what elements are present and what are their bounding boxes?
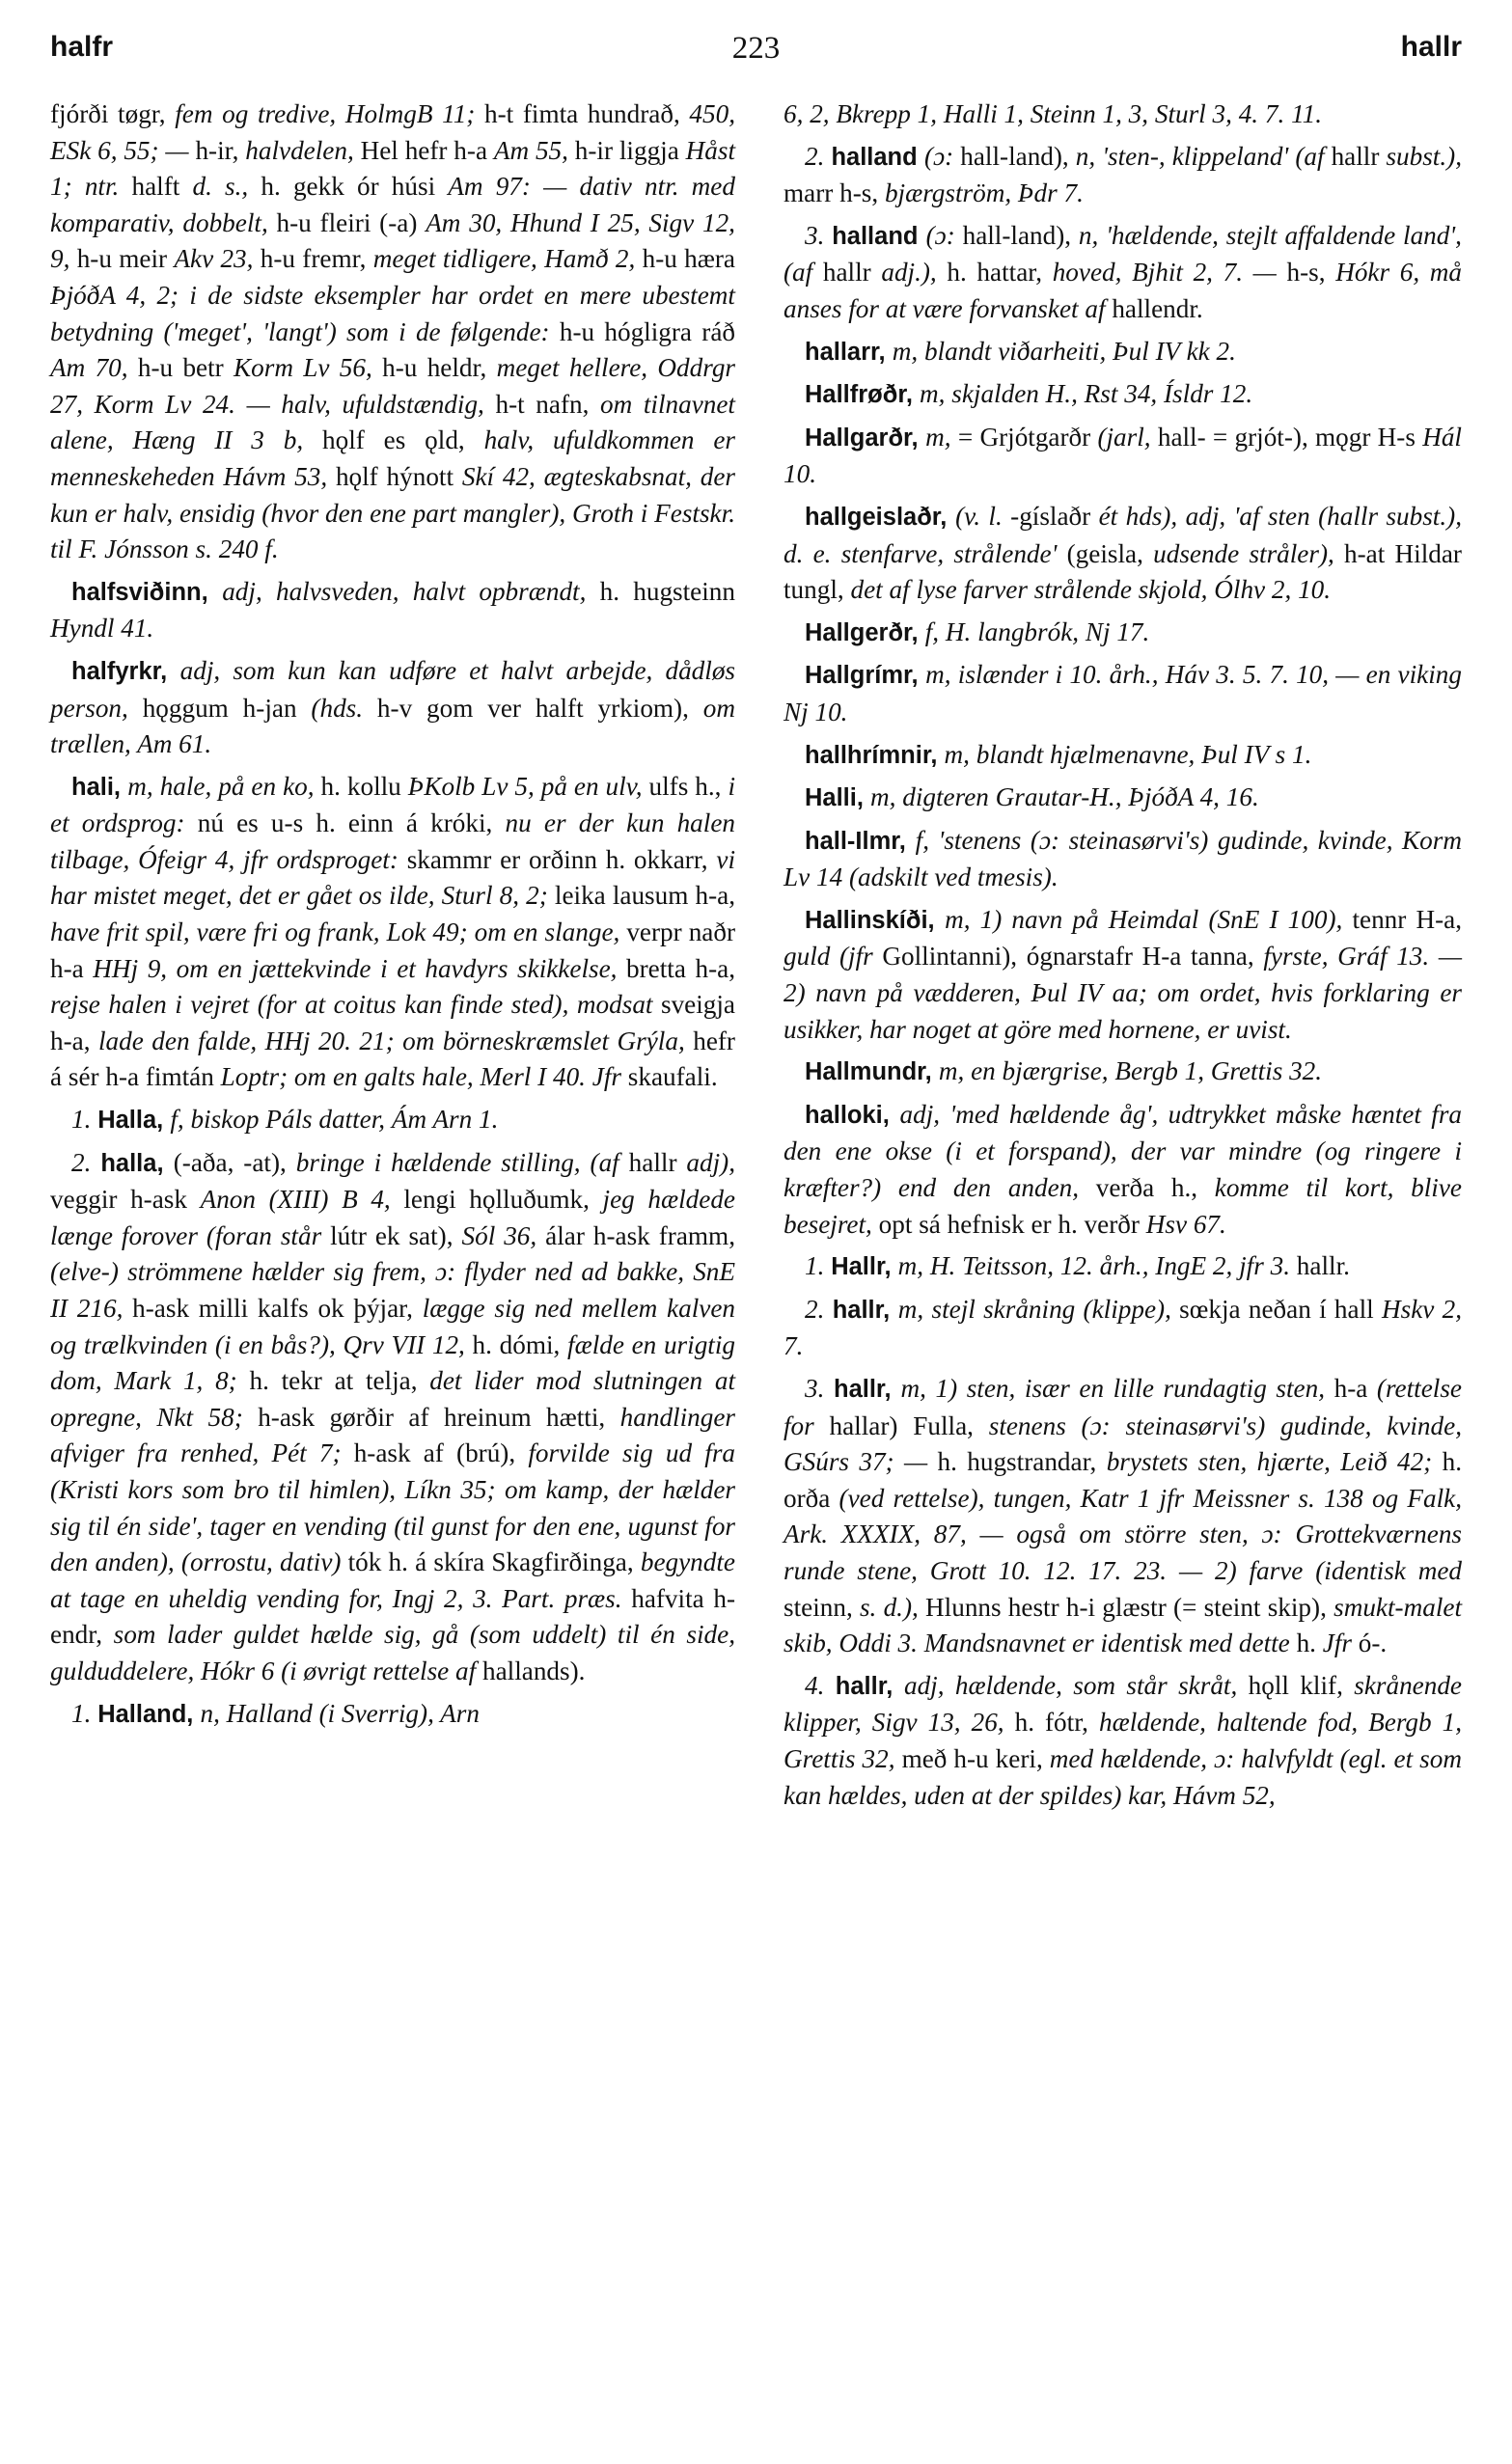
entry-headword: halland	[832, 222, 926, 250]
entry-italic-text: Håst 1; ntr.	[50, 135, 736, 202]
dictionary-entry	[783, 139, 1462, 212]
entry-text: hǫll klif,	[1248, 1670, 1355, 1700]
entry-italic-text: Korm Lv 56,	[234, 353, 383, 383]
entry-italic-text: adj, hældende, som står skråt,	[903, 1670, 1249, 1700]
entry-headword: hali,	[71, 773, 128, 801]
entry-italic-text: m, blandt viðarheiti, Þul IV kk 2.	[892, 336, 1236, 366]
entry-text: h-ask gørðir af hreinum hætti,	[258, 1402, 620, 1432]
entry-italic-text: forvilde sig ud fra (Kristi kors som bro til himlen), Líkn 35; om kamp, der hælder sig til én side', tager en vending (til gunst for den ene, ugunst for den anden), (orrostu, dativ)	[50, 1438, 735, 1577]
entry-italic-text: 2.	[805, 141, 832, 171]
entry-text: h-u meir	[76, 244, 175, 274]
dictionary-entry	[783, 737, 1462, 775]
dictionary-entry	[783, 499, 1462, 609]
entry-text: h-t nafn,	[495, 389, 601, 419]
dictionary-entry	[50, 1696, 735, 1734]
entry-italic-text: Akv 23,	[174, 244, 261, 274]
entry-italic-text: n, 'hældende, stejlt affaldende land', (af	[783, 220, 1462, 287]
entry-italic-text: m, skjalden H., Rst 34, Ísldr 12.	[920, 379, 1253, 409]
entry-text: h-u hæra	[642, 244, 735, 274]
entry-text: fjórði tøgr,	[50, 99, 176, 128]
entry-text: sœkja neðan í hall	[1179, 1294, 1382, 1324]
entry-text: h. hattar,	[947, 258, 1053, 287]
dictionary-entry	[50, 1145, 735, 1690]
entry-italic-text: m, digteren Grautar-H., ÞjóðA 4, 16.	[870, 782, 1259, 812]
entry-text: h-ask milli kalfs ok þýjar,	[132, 1294, 423, 1323]
entry-italic-text: (hds.	[311, 693, 377, 723]
entry-italic-text: Hyndl 41.	[50, 614, 154, 643]
entry-text: tók h. á skíra Skagfirðinga,	[347, 1547, 641, 1577]
entry-text: sveigja h-a,	[50, 990, 735, 1055]
dictionary-entry	[783, 334, 1462, 371]
entry-text: Hlunns hestr h-i glæstr (= steint skip),	[925, 1592, 1334, 1622]
entry-italic-text: Skí 42, ægteskabsnat, der kun er halv, ensidig (hvor den ene part mangler), Groth i Festskr. til F. Jónsson s. 240 f.	[50, 461, 736, 564]
page-header	[50, 31, 1462, 73]
entry-text: hefr á sér h-a fimtán	[50, 1026, 735, 1092]
running-head-left: halfr	[50, 31, 114, 63]
entry-italic-text: d. s.,	[192, 172, 261, 202]
entry-italic-text: adj, som kun kan udføre et halvt arbejde, dådløs person,	[50, 655, 736, 723]
entry-italic-text: det af lyse farver strålende skjold, Ólhv 2, 10.	[850, 575, 1332, 605]
entry-italic-text: komme til kort, blive besejret,	[783, 1173, 1462, 1239]
entry-headword: Hallgrímr,	[805, 662, 926, 690]
entry-text: álar h-ask framm,	[545, 1220, 736, 1250]
entry-text: nú es u-s h. einn á króki,	[197, 808, 506, 838]
dictionary-entry	[783, 823, 1462, 896]
entry-italic-text: stenens (ɔ: steinasørvi's) gudinde, kvinde, GSúrs 37; —	[783, 1410, 1462, 1477]
entry-italic-text: have frit spil, være fri og frank, Lok 49; om en slange,	[50, 917, 627, 947]
entry-italic-text: lade den falde, HHj 20. 21; om börneskræmslet Grýla,	[98, 1026, 694, 1055]
entry-headword: hallr,	[834, 1376, 901, 1403]
entry-italic-text: om trællen, Am 61.	[50, 693, 736, 759]
entry-text: ulfs h.,	[648, 771, 729, 801]
entry-italic-text: m, blandt hjælmenavne, Þul IV s 1.	[944, 739, 1312, 769]
entry-text: h-ir,	[195, 135, 246, 165]
entry-headword: halloki,	[805, 1101, 900, 1129]
entry-italic-text: 2.	[71, 1147, 101, 1177]
entry-italic-text: fem og tredive, HolmgB 11;	[175, 99, 484, 128]
dictionary-entry	[783, 902, 1462, 1048]
entry-italic-text: m, hale, på en ko,	[127, 771, 321, 801]
entry-italic-text: adj.),	[881, 258, 948, 287]
entry-text: skammr er orðinn h. okkarr,	[406, 844, 717, 874]
entry-italic-text: bringe i hældende stilling, (af	[295, 1147, 629, 1177]
dictionary-entry	[783, 376, 1462, 414]
dictionary-entry	[783, 1054, 1462, 1091]
dictionary-entry	[783, 657, 1462, 730]
entry-text: hallr	[822, 258, 882, 287]
entry-text: ó-.	[1358, 1629, 1388, 1658]
dictionary-entry	[783, 96, 1462, 133]
dictionary-entry	[783, 615, 1462, 652]
entry-headword: Hallmundr,	[805, 1058, 939, 1086]
dictionary-entry	[50, 1102, 735, 1139]
entry-text: verða h.,	[1095, 1173, 1215, 1203]
entry-headword: hallr,	[832, 1296, 898, 1324]
entry-text: h-ir liggja	[574, 135, 686, 165]
entry-italic-text: 450, ESk 6, 55; —	[50, 99, 735, 165]
entry-text: lútr ek sat),	[330, 1220, 462, 1250]
entry-text: h-s,	[1286, 258, 1336, 287]
entry-text: h-u fleiri (-a)	[276, 207, 426, 237]
entry-italic-text: adj, halvsveden, halvt opbrændt,	[222, 576, 600, 606]
entry-headword: Halla,	[97, 1107, 171, 1135]
entry-text: Gollintanni), ógnarstafr H-a tanna,	[882, 942, 1264, 972]
entry-italic-text: (ɔ:	[925, 220, 963, 250]
entry-italic-text: det lider mod slutningen at opregne, Nkt 58;	[50, 1366, 735, 1432]
dictionary-entry	[783, 218, 1462, 328]
page-number: 223	[731, 31, 781, 66]
entry-italic-text: smukt-malet skib, Oddi 3. Mandsnavnet er identisk med dette	[783, 1592, 1462, 1658]
entry-italic-text: 4.	[805, 1670, 836, 1700]
entry-text: (geisla,	[1066, 538, 1154, 568]
entry-text: -gíslaðr	[1010, 501, 1099, 531]
entry-text: leika lausum h-a,	[554, 881, 735, 911]
entry-italic-text: Anon (XIII) B 4,	[200, 1185, 404, 1215]
entry-italic-text: nu er der kun halen tilbage, Ófeigr 4, jfr ordsproget:	[50, 808, 735, 874]
entry-text: opt sá hefnisk er h. verðr	[878, 1209, 1146, 1239]
entry-italic-text: Am 30, Hhund I 25, Sigv 12, 9,	[50, 207, 735, 274]
dictionary-entry	[50, 96, 735, 568]
entry-text: steinn,	[783, 1592, 860, 1622]
entry-text: h-u betr	[137, 353, 234, 383]
entry-italic-text: Loptr; om en galts hale, Merl I 40. Jfr	[220, 1062, 628, 1092]
dictionary-entry	[783, 780, 1462, 817]
dictionary-entry	[50, 574, 735, 647]
dictionary-entry	[783, 1292, 1462, 1365]
entry-headword: Hallfrøðr,	[805, 381, 921, 409]
entry-text: hall-land),	[960, 141, 1076, 171]
entry-italic-text: halv, ufuldkommen er menneskeheden Hávm 53,	[50, 425, 736, 491]
entry-italic-text: s. d.),	[859, 1592, 926, 1622]
entry-text: h. kollu	[320, 771, 408, 801]
entry-italic-text: (rettelse for	[783, 1374, 1462, 1440]
entry-text: hallar) Fulla,	[829, 1410, 989, 1440]
entry-italic-text: subst.),	[1386, 141, 1463, 171]
dictionary-entry	[50, 769, 735, 1096]
entry-headword: halla,	[100, 1149, 174, 1177]
entry-text: = Grjótgarðr	[957, 422, 1098, 452]
entry-italic-text: meget hellere, Oddrgr 27, Korm Lv 24. — halv, ufuldstændig,	[50, 353, 735, 419]
entry-text: hallendr.	[1112, 293, 1203, 323]
entry-italic-text: vi har mistet meget, det er gået os ilde, Sturl 8, 2;	[50, 844, 736, 911]
entry-text: tennr H-a,	[1352, 904, 1463, 934]
entry-italic-text: Hál 10.	[783, 422, 1462, 489]
entry-italic-text: med hældende, ɔ: halvfyldt (egl. et som kan hældes, uden at der spildes) kar, Hávm 52,	[783, 1743, 1462, 1810]
entry-italic-text: bjærgström, Þdr 7.	[884, 178, 1084, 208]
entry-text: h. dómi,	[472, 1329, 568, 1359]
entry-italic-text: n, 'sten-, klippeland' (af	[1075, 141, 1332, 171]
entry-text: bretta h-a,	[626, 953, 736, 983]
running-head-right: hallr	[1400, 31, 1462, 63]
entry-italic-text: Am 55,	[493, 135, 575, 165]
entry-italic-text: hældende, haltende fod, Bergb 1, Grettis 32,	[783, 1708, 1462, 1773]
entry-text: h. fótr,	[1014, 1708, 1099, 1738]
entry-italic-text: f, biskop Páls datter, Ám Arn 1.	[170, 1105, 499, 1135]
entry-italic-text: 2.	[805, 1294, 833, 1324]
entry-headword: halland	[831, 143, 925, 171]
entry-italic-text: Am 70,	[50, 353, 138, 383]
dictionary-entry	[783, 420, 1462, 493]
entry-italic-text: (jarl,	[1097, 422, 1158, 452]
entry-text: hǫggum h-jan	[142, 693, 312, 723]
entry-italic-text: brystets sten, hjærte, Leið 42;	[1106, 1447, 1443, 1477]
entry-italic-text: rejse halen i vejret (for at coitus kan finde sted), modsat	[50, 990, 661, 1020]
dictionary-entry	[783, 1248, 1462, 1286]
entry-italic-text: 1.	[71, 1105, 98, 1135]
entry-italic-text: m, 1) navn på Heimdal (SnE I 100),	[945, 904, 1353, 934]
entry-italic-text: ét hds), adj, 'af sten (hallr subst.), d. e. stenfarve, strålende'	[783, 501, 1462, 568]
entry-text: lengi hǫlluðumk,	[403, 1185, 603, 1215]
entry-italic-text: fyrste, Gráf 13. — 2) navn på vædderen, Þul IV aa; om ordet, hvis forklaring er usikker, har noget at göre med hornene, er uvist.	[783, 942, 1463, 1044]
entry-italic-text: jeg hældede længe forover (foran står	[50, 1185, 735, 1250]
entry-text: hallr	[1331, 141, 1387, 171]
entry-text: (-aða, -at),	[173, 1147, 296, 1177]
entry-italic-text: 1.	[71, 1698, 98, 1728]
entry-text: h-v gom ver halft yrkiom),	[376, 693, 703, 723]
entry-italic-text: Hskv 2, 7.	[783, 1294, 1463, 1361]
entry-text: h. tekr at telja,	[249, 1366, 430, 1396]
entry-text: með h-u keri,	[901, 1743, 1050, 1773]
entry-italic-text: (ved rettelse), tungen, Katr 1 jfr Meissner s. 138 og Falk, Ark. XXXIX, 87, — også om större sten, ɔ: Grottekværnens runde stene, Grott 10. 12. 17. 23. — 2) farve (identisk med	[783, 1483, 1463, 1585]
entry-text: h. hugstrandar,	[937, 1447, 1107, 1477]
entry-headword: halfyrkr,	[71, 657, 180, 685]
entry-italic-text: ÞjóðA 4, 2; i de sidste eksempler har ordet en mere ubestemt betydning ('meget', 'langt') som i de følgende:	[50, 280, 735, 346]
entry-italic-text: halvdelen,	[245, 135, 361, 165]
entry-italic-text: 1.	[805, 1251, 832, 1281]
entry-italic-text: meget tidligere, Hamð 2,	[372, 244, 643, 274]
entry-italic-text: m, en bjærgrise, Bergb 1, Grettis 32.	[938, 1056, 1323, 1086]
entry-italic-text: adj, 'med hældende åg', udtrykket måske hæntet fra den ene okse (i et forspand), der var mindre (og ringere i kræfter?) end den anden,	[783, 1099, 1462, 1203]
entry-italic-text: skrånende klipper, Sigv 13, 26,	[783, 1670, 1462, 1738]
entry-headword: Hallr,	[831, 1253, 898, 1281]
entry-text: skaufali.	[627, 1062, 718, 1092]
entry-text: verpr naðr h-a	[50, 917, 736, 983]
entry-italic-text: Hsv 67.	[1145, 1209, 1226, 1239]
entry-italic-text: m,	[925, 422, 958, 452]
dictionary-entry	[783, 1371, 1462, 1662]
entry-italic-text: (ɔ:	[924, 141, 961, 171]
entry-headword: Hallgerðr,	[805, 618, 925, 646]
entry-italic-text: udsende stråler),	[1153, 538, 1345, 568]
entry-text: h-t fimta hundrað,	[484, 99, 690, 128]
entry-headword: hallgeislaðr,	[805, 503, 956, 531]
entry-italic-text: f, H. langbrók, Nj 17.	[924, 616, 1150, 646]
entry-italic-text: HHj 9, om en jættekvinde i et havdyrs skikkelse,	[93, 953, 627, 983]
entry-italic-text: ÞKolb Lv 5, på en ulv,	[407, 771, 649, 801]
entry-text: hafvita h-endr,	[50, 1583, 735, 1650]
entry-italic-text: 6, 2, Bkrepp 1, Halli 1, Steinn 1, 3, Sturl 3, 4. 7. 11.	[783, 99, 1323, 128]
entry-headword: Halland,	[97, 1700, 201, 1728]
entry-text: h.	[1296, 1629, 1323, 1658]
entry-italic-text: m, stejl skråning (klippe),	[897, 1294, 1180, 1324]
entry-text: h-ask af (brú),	[353, 1438, 529, 1468]
entry-italic-text: m, 1) sten, især en lille rundagtig sten,	[900, 1374, 1334, 1403]
entry-italic-text: som lader guldet hælde sig, gå (som uddelt) til én side, gulduddelere, Hókr 6 (i øvrigt rettelse af	[50, 1620, 735, 1685]
entry-italic-text: Hókr 6, må anses for at være forvansket af	[783, 258, 1463, 323]
dictionary-entry	[783, 1668, 1462, 1814]
entry-italic-text: fælde en urigtig dom, Mark 1, 8;	[50, 1329, 735, 1396]
entry-italic-text: om tilnavnet alene, Hæng II 3 b,	[50, 389, 735, 455]
entry-italic-text: handlinger afviger fra renhed, Pét 7;	[50, 1402, 735, 1468]
entry-text: h. orða	[783, 1447, 1462, 1513]
entry-text: hǫlf es ǫld,	[322, 425, 484, 455]
entry-text: Hel hefr h-a	[360, 135, 494, 165]
entry-italic-text: Am 97: — dativ ntr. med komparativ, dobbelt,	[50, 172, 735, 237]
left-column	[50, 96, 735, 1738]
entry-text: h. hugsteinn	[599, 576, 735, 606]
entry-text: hallands).	[482, 1656, 586, 1685]
entry-headword: hallr,	[835, 1672, 904, 1700]
entry-italic-text: lægge sig ned mellem kalven og trælkvinden (i en bås?), Qrv VII 12,	[50, 1294, 735, 1359]
entry-text: hall-land),	[962, 220, 1079, 250]
entry-italic-text: m, H. Teitsson, 12. årh., IngE 2, jfr 3.	[897, 1251, 1297, 1281]
entry-italic-text: n, Halland (i Sverrig), Arn	[200, 1698, 480, 1728]
entry-italic-text: m, islænder i 10. årh., Háv 3. 5. 7. 10, — en viking Nj 10.	[783, 660, 1462, 726]
entry-italic-text: (v. l.	[955, 501, 1011, 531]
entry-headword: hall-Ilmr,	[805, 827, 916, 855]
entry-italic-text: (elve-) strömmene hælder sig frem, ɔ: flyder ned ad bakke, SnE II 216,	[50, 1257, 735, 1323]
entry-italic-text: begyndte at tage en uheldig vending for, Ingj 2, 3. Part. præs.	[50, 1547, 735, 1613]
entry-text: marr h-s,	[783, 178, 885, 208]
entry-italic-text: adj),	[686, 1147, 736, 1177]
dictionary-entry	[783, 1097, 1462, 1243]
entry-text: veggir h-ask	[50, 1185, 201, 1215]
entry-italic-text: i et ordsprog:	[50, 771, 735, 838]
entry-text: h-a	[1333, 1374, 1377, 1403]
entry-text: hǫlf hýnott	[335, 461, 462, 491]
right-column	[783, 96, 1462, 1820]
entry-italic-text: Jfr	[1322, 1629, 1359, 1658]
entry-headword: Hallinskíði,	[805, 906, 946, 934]
entry-text: h-u fremr,	[260, 244, 373, 274]
entry-text: h-u heldr,	[382, 353, 497, 383]
entry-headword: halfsviðinn,	[71, 578, 223, 606]
entry-text: hall- = grjót-), mǫgr H-s	[1157, 422, 1423, 452]
entry-headword: Halli,	[805, 784, 871, 812]
entry-text: h-u hógligra ráð	[559, 316, 736, 346]
entry-italic-text: 3.	[805, 220, 833, 250]
entry-italic-text: f, 'stenens (ɔ: steinasørvi's) gudinde, kvinde, Korm Lv 14 (adskilt ved tmesis).	[783, 825, 1462, 892]
entry-text: hallr.	[1296, 1251, 1350, 1281]
entry-headword: Hallgarðr,	[805, 424, 926, 452]
entry-text: h-at Hildar tungl,	[783, 538, 1462, 605]
entry-headword: hallarr,	[805, 338, 893, 366]
entry-text: halft	[131, 172, 193, 202]
entry-text: h. gekk ór húsi	[261, 172, 449, 202]
entry-italic-text: guld (jfr	[783, 942, 883, 972]
entry-italic-text: Sól 36,	[461, 1220, 546, 1250]
dictionary-entry	[50, 653, 735, 763]
entry-text: hallr	[628, 1147, 687, 1177]
entry-italic-text: hoved, Bjhit 2, 7. —	[1052, 258, 1287, 287]
entry-headword: hallhrímnir,	[805, 741, 945, 769]
entry-italic-text: 3.	[805, 1374, 834, 1403]
